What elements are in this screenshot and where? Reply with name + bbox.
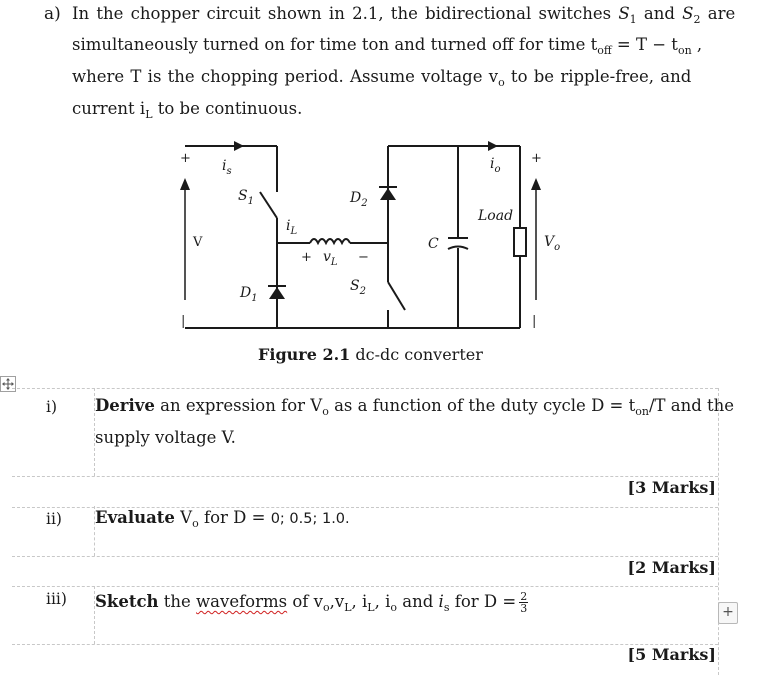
part-i-verb: Derive xyxy=(95,396,155,415)
s2-blade xyxy=(388,282,405,310)
plus-left-label: + xyxy=(180,151,191,166)
text-segment: 2 xyxy=(693,13,701,26)
d1-label: $D_1$ xyxy=(240,285,258,304)
d2-diode xyxy=(379,187,397,200)
text-segment: S xyxy=(682,4,694,23)
vl-label: $v_L$ xyxy=(323,249,338,268)
text-segment: to be ripple-free, and xyxy=(504,67,692,86)
question-line-1 xyxy=(72,4,735,26)
text-segment: of v xyxy=(287,592,323,611)
question-line-4 xyxy=(72,99,302,121)
table-row-part-i-marks xyxy=(12,476,718,508)
load-resistor xyxy=(514,228,526,256)
text-segment: for D = xyxy=(449,592,517,611)
text-segment: on xyxy=(635,405,649,418)
part-iii-verb: Sketch xyxy=(95,592,159,611)
part-iii-number: iii) xyxy=(46,590,67,608)
inductor-coil xyxy=(310,239,350,243)
question-label: a) xyxy=(44,4,61,24)
question-line-2 xyxy=(72,35,702,57)
text-segment: where T is the chopping period. Assume voltage v xyxy=(72,67,499,86)
s2-label: $S_2$ xyxy=(350,278,366,297)
text-segment: /T and the xyxy=(648,396,735,415)
text-segment: In the chopper circuit shown in 2.1, the bidirectional switches xyxy=(72,4,619,23)
s1-blade xyxy=(260,192,277,218)
part-iii-text xyxy=(95,591,528,614)
d2-label: $D_2$ xyxy=(350,190,368,209)
text-segment: L xyxy=(145,108,153,121)
text-segment: ,v xyxy=(329,592,345,611)
text-segment: o xyxy=(192,517,199,530)
part-ii-marks: [2 Marks] xyxy=(627,558,716,577)
table-row-part-ii-marks xyxy=(12,556,718,587)
question-line-3 xyxy=(72,67,691,89)
circuit-diagram xyxy=(160,140,560,340)
part-ii-text xyxy=(95,508,350,530)
spellcheck-underlined-word[interactable]: waveforms xyxy=(196,592,288,611)
text-segment: off xyxy=(597,44,612,57)
load-label: Load xyxy=(478,208,514,224)
part-iii-marks: [5 Marks] xyxy=(627,645,716,664)
part-i-number: i) xyxy=(46,398,58,416)
figure-caption-text: dc-dc converter xyxy=(350,345,483,364)
text-segment: s xyxy=(443,601,450,614)
text-segment: o xyxy=(322,601,330,614)
text-segment: , i xyxy=(374,592,391,611)
text-segment: , xyxy=(691,35,703,54)
s1-label: $S_1$ xyxy=(238,188,254,207)
text-segment: simultaneously turned on for time ton and turned off for time t xyxy=(72,35,598,54)
text-segment: = T − t xyxy=(611,35,678,54)
text-segment: for D = xyxy=(198,508,271,527)
text-segment: as a function of the duty cycle D = t xyxy=(328,396,636,415)
circuit-wires xyxy=(185,146,536,328)
part-ii-values: 0; 0.5; 1.0. xyxy=(270,511,350,527)
text-segment: an expression for V xyxy=(154,396,323,415)
fraction-numerator: 2 xyxy=(520,590,528,603)
text-segment: and xyxy=(397,592,439,611)
text-segment: o xyxy=(390,601,397,614)
vo-label: $V_o$ xyxy=(544,234,560,253)
table-right-border xyxy=(718,388,719,675)
il-label: $i_L$ xyxy=(286,218,298,237)
text-segment: S xyxy=(618,4,630,23)
text-segment: to be continuous. xyxy=(152,99,303,118)
v-label: V xyxy=(193,235,203,250)
text-segment: o xyxy=(498,76,505,89)
part-i-marks: [3 Marks] xyxy=(627,478,716,497)
io-arrow-head xyxy=(488,141,498,151)
text-segment: on xyxy=(677,44,692,57)
text-segment: , i xyxy=(351,592,368,611)
duty-cycle-fraction xyxy=(519,591,528,614)
figure-caption-number: Figure 2.1 xyxy=(258,345,351,364)
v-arrow-head xyxy=(180,178,190,190)
vl-minus-label: − xyxy=(358,250,369,265)
text-segment: o xyxy=(322,405,329,418)
is-arrow-head xyxy=(234,141,244,151)
part-i-text-line-1 xyxy=(95,396,734,418)
vl-plus-label: + xyxy=(301,250,312,265)
text-segment: are xyxy=(700,4,736,23)
c-label: C xyxy=(428,236,439,252)
minus-right-label: | xyxy=(532,314,537,329)
part-i-text-line-2: supply voltage V. xyxy=(95,428,236,447)
part-ii-verb: Evaluate xyxy=(95,508,175,527)
d1-diode xyxy=(268,286,286,299)
text-segment: L xyxy=(344,601,352,614)
text-segment: the xyxy=(158,592,197,611)
text-segment: V xyxy=(174,508,193,527)
fraction-denominator: 3 xyxy=(520,602,528,615)
text-segment: and xyxy=(636,4,683,23)
text-segment: i xyxy=(438,592,444,611)
text-segment: L xyxy=(367,601,375,614)
capacitor xyxy=(448,238,468,249)
minus-left-label: | xyxy=(181,314,186,329)
io-label: $i_o$ xyxy=(490,156,501,175)
text-segment: 1 xyxy=(629,13,637,26)
is-label: $i_s$ xyxy=(222,158,232,177)
plus-right-label: + xyxy=(531,151,542,166)
part-ii-number: ii) xyxy=(46,510,62,528)
vo-arrow-head xyxy=(531,178,541,190)
add-row-button[interactable]: + xyxy=(718,602,738,624)
figure-caption xyxy=(258,345,483,364)
text-segment: current i xyxy=(72,99,146,118)
